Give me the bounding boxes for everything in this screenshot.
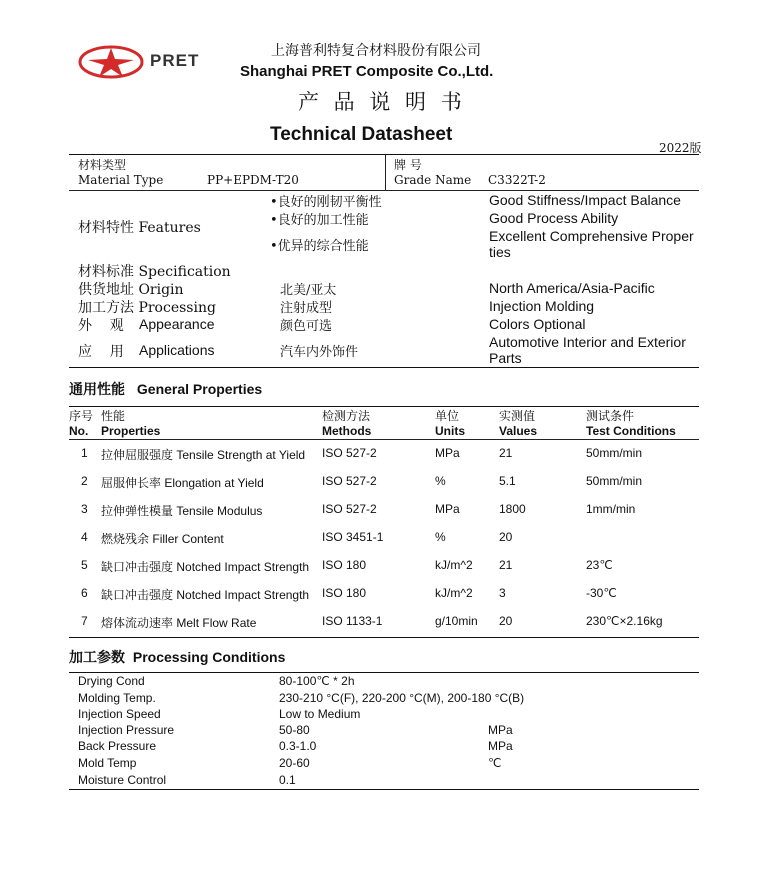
feature-cn-3: •优异的综合性能 bbox=[270, 239, 369, 254]
header-value-en: Values bbox=[499, 424, 538, 438]
row-no: 3 bbox=[81, 502, 88, 516]
processing-row bbox=[0, 691, 764, 707]
material-type-value: PP+EPDM-T20 bbox=[207, 173, 299, 187]
processing-label: Injection Speed bbox=[78, 707, 161, 721]
row-unit: % bbox=[435, 474, 446, 488]
row-condition: 1mm/min bbox=[586, 502, 636, 516]
row-value: 20 bbox=[499, 614, 513, 628]
row-method: ISO 180 bbox=[322, 586, 367, 600]
row-unit: kJ/m^2 bbox=[435, 586, 473, 600]
version-label: 2022版 bbox=[659, 141, 702, 155]
row-value: 21 bbox=[499, 558, 513, 572]
applications-cn: 汽车内外饰件 bbox=[280, 345, 359, 360]
feature-cn-1: •良好的刚韧平衡性 bbox=[270, 195, 382, 210]
processing-section-title bbox=[69, 647, 285, 667]
row-property: 缺口冲击强度 Notched Impact Strength bbox=[101, 560, 310, 574]
table-row bbox=[0, 558, 764, 578]
processing-value: 50-80 bbox=[279, 723, 310, 737]
header-value-cn: 实测值 bbox=[499, 409, 536, 423]
row-no: 4 bbox=[81, 530, 88, 544]
feature-cn-2: •良好的加工性能 bbox=[270, 213, 369, 228]
doc-title-en: Technical Datasheet bbox=[270, 124, 453, 145]
header-cond-en: Test Conditions bbox=[586, 424, 676, 438]
spec-label: 材料标准 Specification bbox=[78, 264, 231, 280]
row-method: ISO 3451-1 bbox=[322, 530, 384, 544]
origin-en: North America/Asia-Pacific bbox=[489, 280, 655, 296]
company-name-en: Shanghai PRET Composite Co.,Ltd. bbox=[240, 63, 494, 80]
table-row bbox=[0, 614, 764, 634]
processing-unit: MPa bbox=[488, 723, 513, 737]
row-value: 5.1 bbox=[499, 474, 516, 488]
processing-title-cn: 加工参数 bbox=[69, 649, 125, 665]
row-value: 20 bbox=[499, 530, 513, 544]
table-row bbox=[0, 474, 764, 494]
grade-label-cn: 牌 号 bbox=[394, 158, 422, 172]
general-section-title bbox=[69, 379, 262, 399]
processing-value: 0.1 bbox=[279, 773, 296, 787]
feature-en-2: Good Process Ability bbox=[489, 210, 619, 226]
header-no-cn: 序号 bbox=[69, 409, 94, 423]
processing-title-en: Processing Conditions bbox=[132, 649, 286, 665]
row-condition: -30℃ bbox=[586, 586, 617, 600]
row-method: ISO 527-2 bbox=[322, 502, 377, 516]
processing-label: Molding Temp. bbox=[78, 691, 156, 705]
processing-label: Injection Pressure bbox=[78, 723, 175, 737]
processing-cn: 注射成型 bbox=[280, 301, 333, 316]
appearance-label-en: Appearance bbox=[139, 316, 215, 332]
table-row bbox=[0, 530, 764, 550]
processing-unit: ℃ bbox=[488, 756, 502, 770]
row-unit: MPa bbox=[435, 446, 460, 460]
material-type-label-en: Material Type bbox=[78, 173, 164, 187]
row-method: ISO 527-2 bbox=[322, 474, 377, 488]
company-logo bbox=[78, 44, 218, 80]
row-no: 6 bbox=[81, 586, 88, 600]
row-property: 燃烧残余 Filler Content bbox=[101, 532, 224, 546]
processing-value: 20-60 bbox=[279, 756, 310, 770]
table-row bbox=[0, 446, 764, 466]
processing-unit: MPa bbox=[488, 739, 513, 753]
row-property: 缺口冲击强度 Notched Impact Strength bbox=[101, 588, 310, 602]
feature-en-3: Excellent Comprehensive Proper bbox=[489, 228, 694, 244]
row-method: ISO 527-2 bbox=[322, 446, 377, 460]
grade-label-en: Grade Name bbox=[394, 173, 472, 187]
row-unit: MPa bbox=[435, 502, 460, 516]
processing-label: 加工方法 Processing bbox=[78, 300, 216, 316]
row-condition: 23℃ bbox=[586, 558, 613, 572]
row-unit: kJ/m^2 bbox=[435, 558, 473, 572]
row-value: 3 bbox=[499, 586, 506, 600]
row-unit: % bbox=[435, 530, 446, 544]
row-value: 1800 bbox=[499, 502, 526, 516]
processing-value: 230-210 °C(F), 220-200 °C(M), 200-180 °C(B) bbox=[279, 691, 525, 705]
row-no: 5 bbox=[81, 558, 88, 572]
logo-text: PRET bbox=[150, 51, 200, 70]
header-method-cn: 检测方法 bbox=[322, 409, 371, 423]
row-condition: 50mm/min bbox=[586, 446, 643, 460]
processing-value: 80-100℃ * 2h bbox=[279, 674, 355, 688]
processing-label: Moisture Control bbox=[78, 773, 167, 787]
header-unit-cn: 单位 bbox=[435, 409, 460, 423]
header-unit-en: Units bbox=[435, 424, 465, 438]
doc-title-cn: 产 品 说 明 书 bbox=[298, 90, 466, 114]
row-condition: 50mm/min bbox=[586, 474, 643, 488]
row-unit: g/10min bbox=[435, 614, 478, 628]
general-title-en: General Properties bbox=[136, 381, 263, 397]
header-method-en: Methods bbox=[322, 424, 372, 438]
row-value: 21 bbox=[499, 446, 513, 460]
processing-row bbox=[0, 739, 764, 755]
applications-label-cn: 应 用 bbox=[78, 344, 124, 360]
material-type-label-cn: 材料类型 bbox=[78, 158, 127, 172]
processing-label: Mold Temp bbox=[78, 756, 137, 770]
row-method: ISO 180 bbox=[322, 558, 367, 572]
processing-row bbox=[0, 707, 764, 723]
appearance-en: Colors Optional bbox=[489, 316, 586, 332]
table-row bbox=[0, 586, 764, 606]
table-row bbox=[0, 502, 764, 522]
processing-row bbox=[0, 674, 764, 690]
applications-en-2: Parts bbox=[489, 350, 522, 366]
features-label: 材料特性 Features bbox=[78, 220, 201, 236]
processing-row bbox=[0, 773, 764, 789]
appearance-label-cn: 外 观 bbox=[78, 318, 124, 334]
row-no: 1 bbox=[81, 446, 88, 460]
header-prop-cn: 性能 bbox=[101, 409, 126, 423]
processing-label: Back Pressure bbox=[78, 739, 157, 753]
applications-label-en: Applications bbox=[139, 342, 215, 358]
row-property: 屈服伸长率 Elongation at Yield bbox=[101, 476, 264, 490]
company-name-cn: 上海普利特复合材料股份有限公司 bbox=[271, 43, 481, 59]
row-condition: 230℃×2.16kg bbox=[586, 614, 663, 628]
row-property: 熔体流动速率 Melt Flow Rate bbox=[101, 616, 257, 630]
header-cond-cn: 测试条件 bbox=[586, 409, 635, 423]
row-property: 拉伸屈服强度 Tensile Strength at Yield bbox=[101, 448, 306, 462]
row-property: 拉伸弹性模量 Tensile Modulus bbox=[101, 504, 263, 518]
row-no: 7 bbox=[81, 614, 88, 628]
feature-en-4: ties bbox=[489, 244, 511, 260]
processing-row bbox=[0, 723, 764, 739]
processing-en: Injection Molding bbox=[489, 298, 595, 314]
processing-label: Drying Cond bbox=[78, 674, 145, 688]
origin-cn: 北美/亚太 bbox=[280, 283, 337, 298]
processing-value: Low to Medium bbox=[279, 707, 361, 721]
pret-star-logo-icon bbox=[78, 44, 144, 80]
origin-label: 供货地址 Origin bbox=[78, 282, 184, 298]
header-prop-en: Properties bbox=[101, 424, 161, 438]
appearance-cn: 颜色可选 bbox=[280, 319, 333, 334]
processing-row bbox=[0, 756, 764, 772]
applications-en-1: Automotive Interior and Exterior bbox=[489, 334, 686, 350]
row-method: ISO 1133-1 bbox=[322, 614, 383, 628]
general-title-cn: 通用性能 bbox=[69, 381, 125, 397]
feature-en-1: Good Stiffness/Impact Balance bbox=[489, 192, 681, 208]
header-no-en: No. bbox=[69, 424, 89, 438]
row-no: 2 bbox=[81, 474, 88, 488]
grade-value: C3322T-2 bbox=[488, 173, 546, 187]
processing-value: 0.3-1.0 bbox=[279, 739, 317, 753]
